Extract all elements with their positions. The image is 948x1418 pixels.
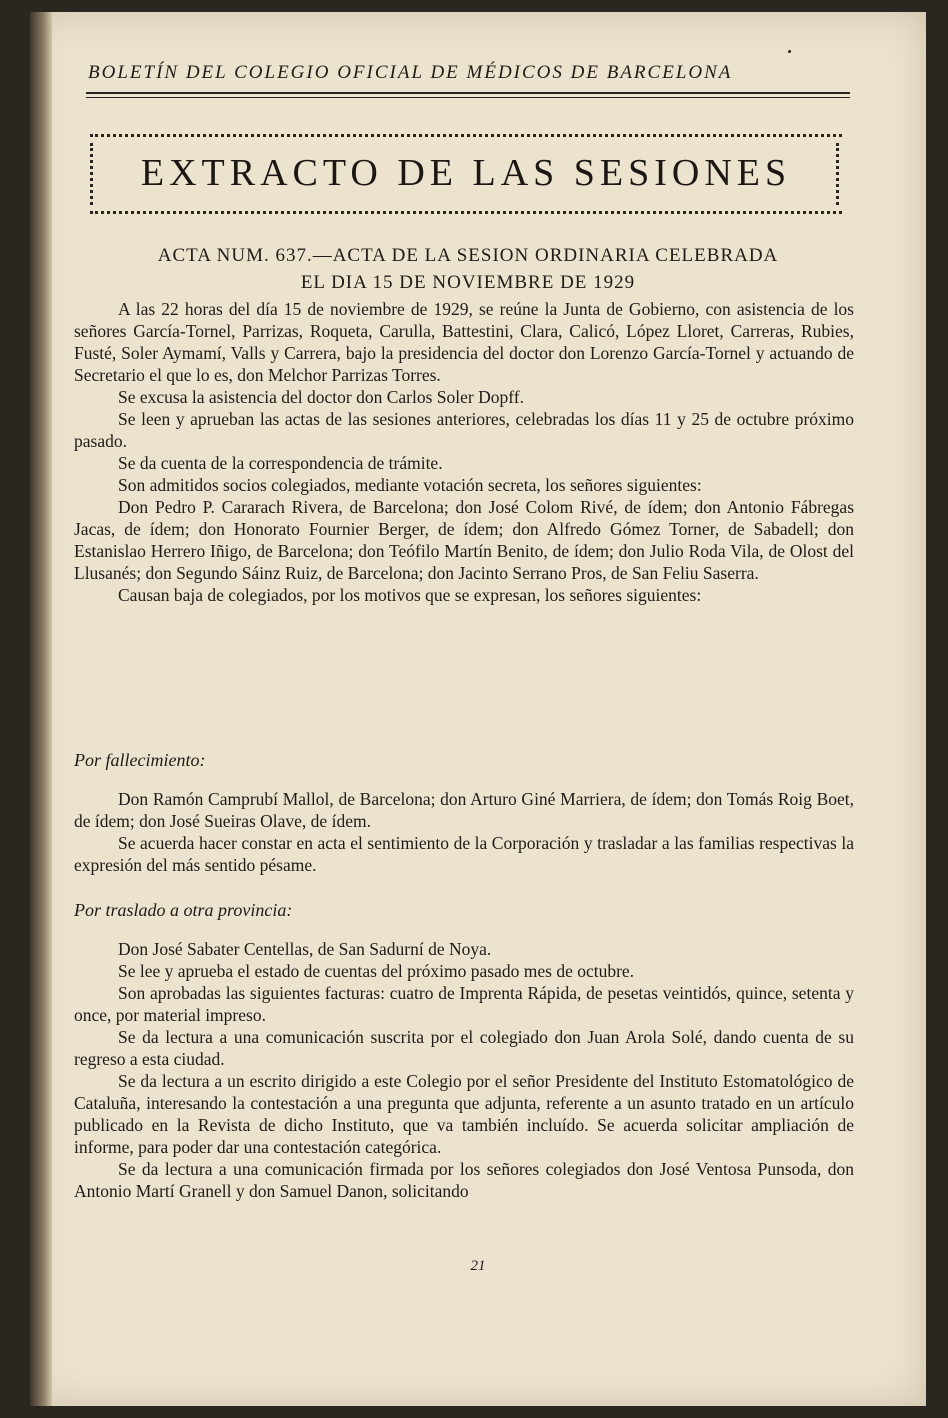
paragraph: Don Ramón Camprubí Mallol, de Barcelona; don Arturo Giné Marriera, de ídem; don Tomás Roig Boet, de ídem; don José Sueiras Olave, de ídem. <box>74 789 854 831</box>
book-page <box>30 12 926 1406</box>
header-rule <box>86 92 850 94</box>
paragraph: Causan baja de colegiados, por los motivos que se expresan, los señores siguientes: <box>118 585 702 605</box>
acta-heading-line1: ACTA NUM. 637.—ACTA DE LA SESION ORDINARIA CELEBRADA <box>157 245 779 266</box>
minutes-block-2 <box>74 788 854 876</box>
paragraph: Son admitidos socios colegiados, mediante votación secreta, los señores siguientes: <box>118 475 702 495</box>
acta-heading <box>88 242 848 296</box>
paragraph: A las 22 horas del día 15 de noviembre de 1929, se reúne la Junta de Gobierno, con asistencia de los señores García-Tornel, Parrizas, Roqueta, Carulla, Battestini, Clara, Calicó, López Lloret, Carreras, Rubies, Fusté, Soler Aymamí, Valls y Carrera, bajo la presidencia del doctor don Lorenzo García-Tornel y actuando de Secretario el que lo es, don Melchor Parrizas Torres. <box>74 299 854 385</box>
paragraph: Se da cuenta de la correspondencia de trámite. <box>118 453 443 473</box>
paragraph: Son aprobadas las siguientes facturas: cuatro de Imprenta Rápida, de pesetas veintidós, quince, setenta y once, por material impreso. <box>74 983 854 1025</box>
paragraph: Don Pedro P. Cararach Rivera, de Barcelona; don José Colom Rivé, de ídem; don Antonio Fábregas Jacas, de ídem; don Honorato Fournier Berger, de ídem; don Alfredo Gómez Torner, de Sabadell; don Estanislao Herrero Iñigo, de Barcelona; don Teófilo Martín Benito, de ídem; don Julio Roda Vila, de Olost del Llusanés; don Segundo Sáinz Ruiz, de Barcelona; don Jacinto Serrano Pros, de San Feliu Saserra. <box>74 497 854 583</box>
section-title: EXTRACTO DE LAS SESIONES <box>140 152 792 194</box>
subheading-traslado: Por traslado a otra provincia: <box>74 900 293 920</box>
section-title-frame <box>90 134 842 214</box>
paragraph: Se excusa la asistencia del doctor don Carlos Soler Dopff. <box>118 387 524 407</box>
paragraph: Se da lectura a una comunicación firmada por los señores colegiados don José Ventosa Punsoda, don Antonio Martí Granell y don Samuel Danon, solicitando <box>74 1159 854 1201</box>
ink-speck <box>788 50 791 53</box>
paragraph: Se da lectura a una comunicación suscrita por el colegiado don Juan Arola Solé, dando cuenta de su regreso a esta ciudad. <box>74 1027 854 1069</box>
paragraph: Se lee y aprueba el estado de cuentas del próximo pasado mes de octubre. <box>118 961 635 981</box>
header-rule-thin <box>86 97 850 98</box>
minutes-block-1 <box>74 298 854 606</box>
subheading-fallecimiento: Por fallecimiento: <box>74 750 206 770</box>
paragraph: Se leen y aprueban las actas de las sesiones anteriores, celebradas los días 11 y 25 de octubre próximo pasado. <box>74 409 854 451</box>
acta-heading-line2: EL DIA 15 DE NOVIEMBRE DE 1929 <box>300 272 636 293</box>
minutes-block-3 <box>74 938 854 1202</box>
paragraph: Se acuerda hacer constar en acta el sentimiento de la Corporación y trasladar a las familias respectivas la expresión del más sentido pésame. <box>74 833 854 875</box>
running-head: BOLETÍN DEL COLEGIO OFICIAL DE MÉDICOS DE BARCELONA <box>88 62 733 83</box>
paragraph: Se da lectura a un escrito dirigido a este Colegio por el señor Presidente del Instituto Estomatológico de Cataluña, interesando la contestación a una pregunta que adjunta, referente a un asunto tratado en un artículo publicado en la Revista de dicho Instituto, que va también incluído. Se acuerda solicitar ampliación de informe, para poder dar una contestación categórica. <box>74 1071 854 1157</box>
page-gutter <box>30 12 52 1406</box>
paragraph: Don José Sabater Centellas, de San Sadurní de Noya. <box>118 939 492 959</box>
page-number: 21 <box>470 1258 486 1274</box>
